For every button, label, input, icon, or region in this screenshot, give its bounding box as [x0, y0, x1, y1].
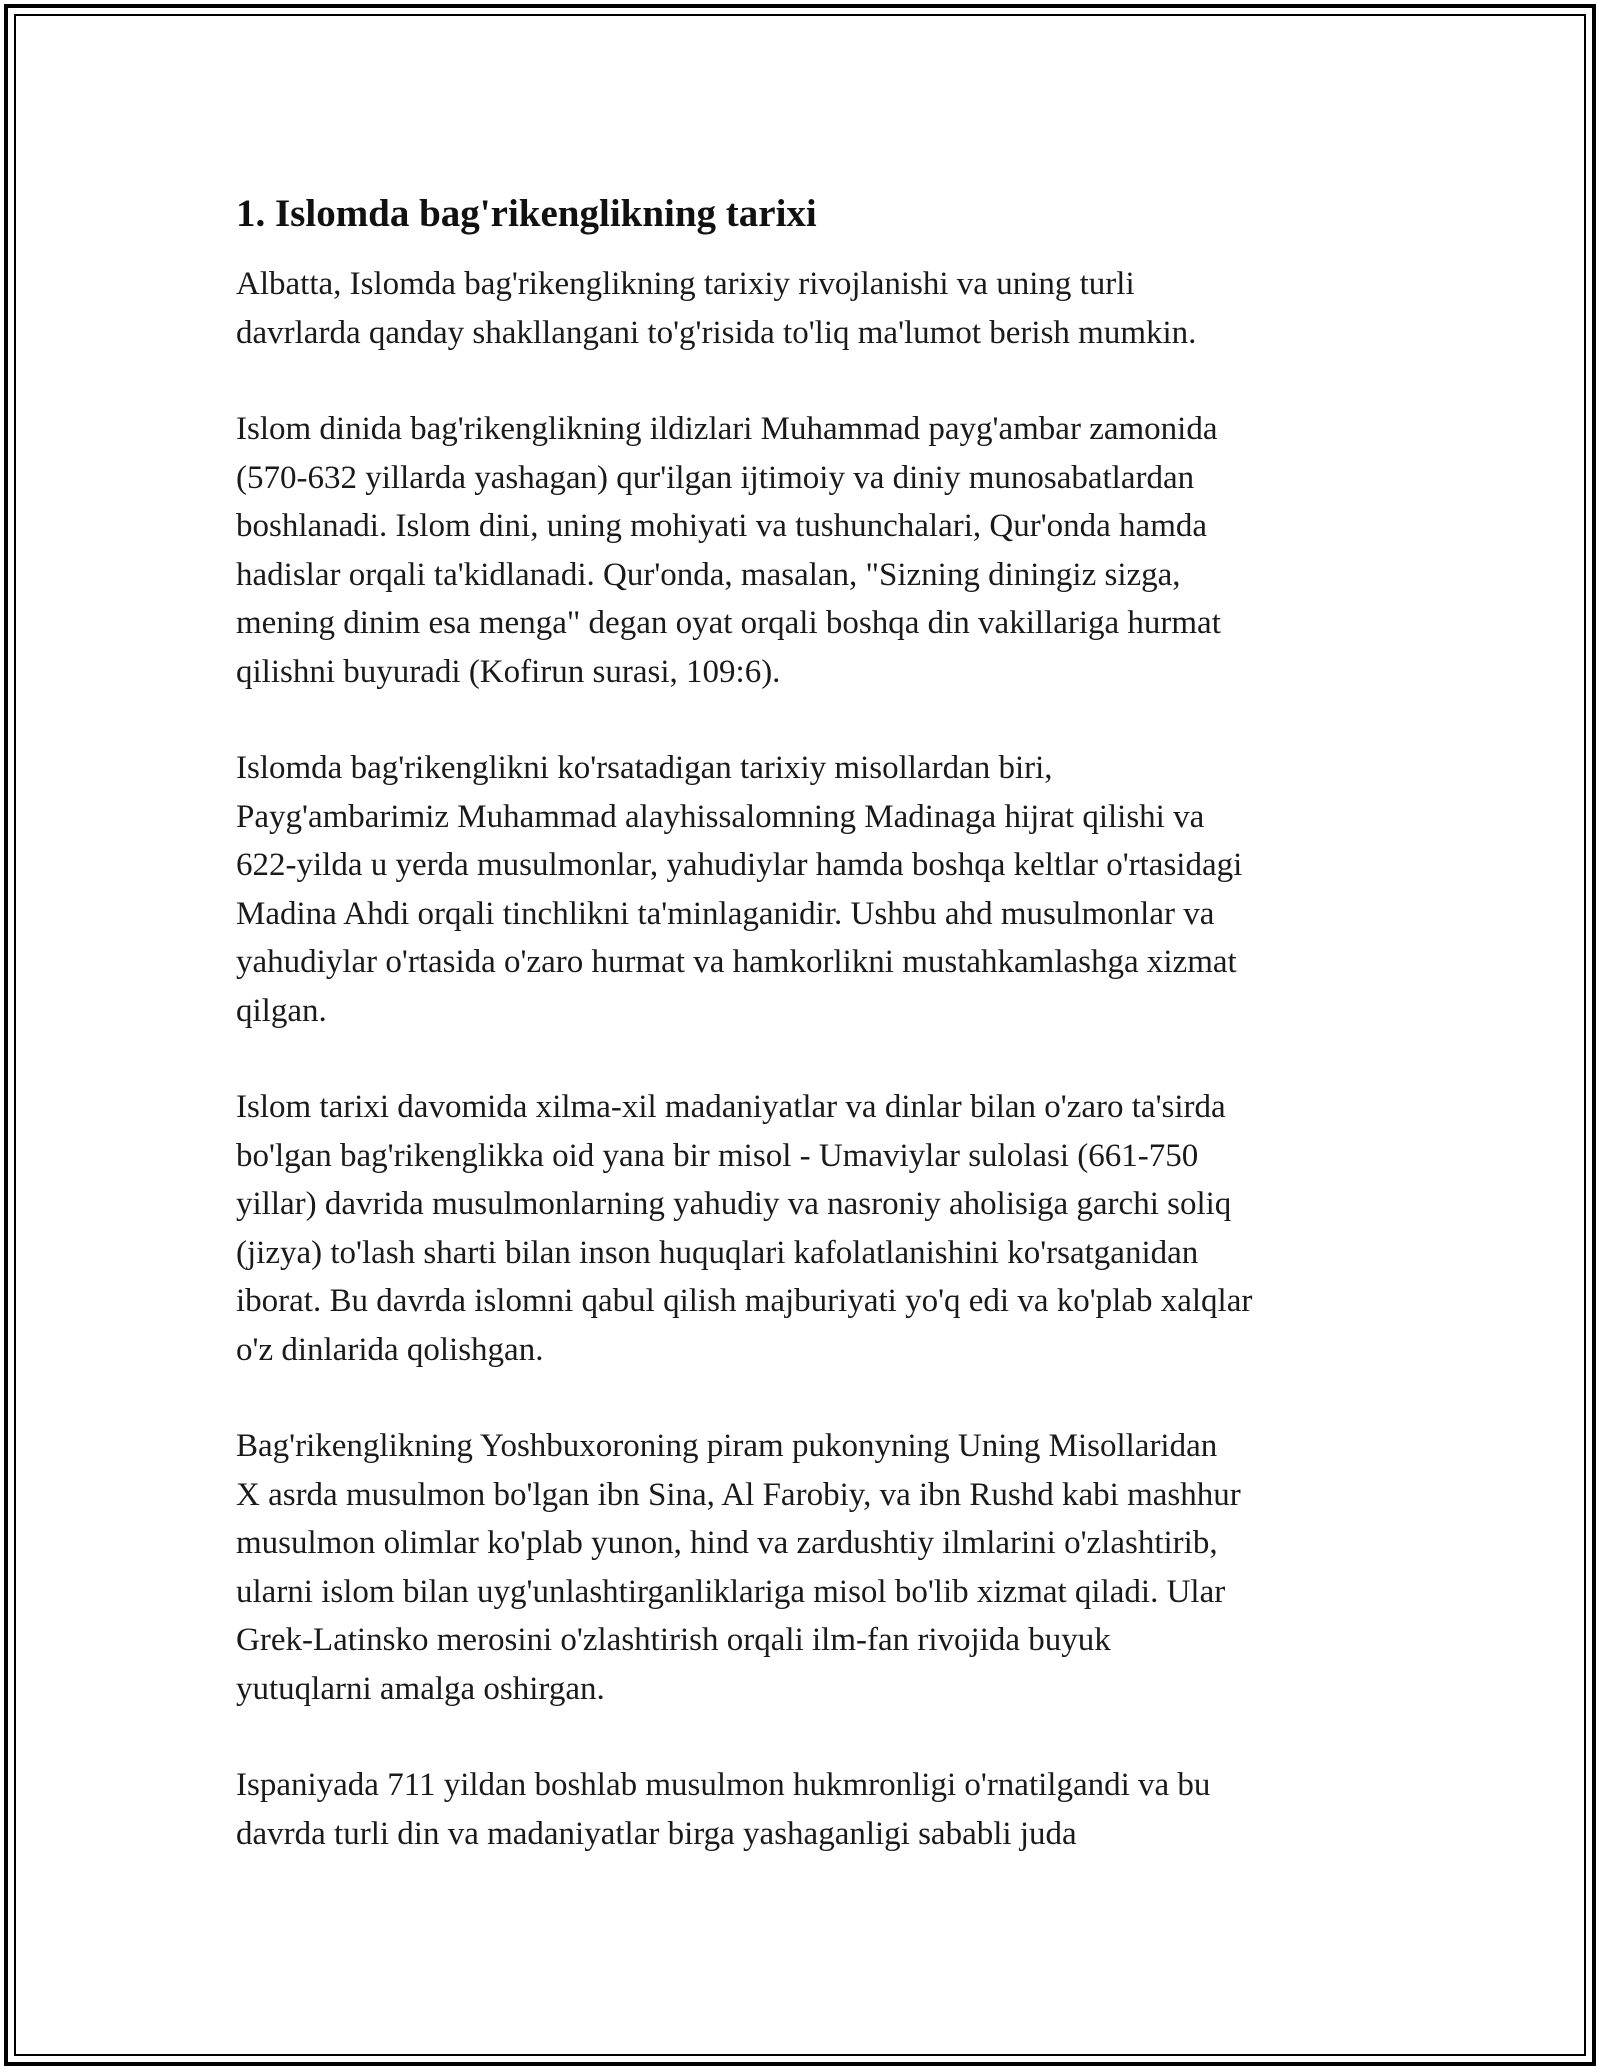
text-line: Payg'ambarimiz Muhammad alayhissalomning Madinaga hijrat qilishi va [236, 798, 1205, 835]
text-line: Ispaniyada 711 yildan boshlab musulmon hukmronligi o'rnatilgandi va bu [236, 1767, 1211, 1803]
text-line: musulmon olimlar ko'plab yunon, hind va zardushtiy ilmlarini o'zlashtirib, [236, 1525, 1218, 1561]
text-line: Islom dinida bag'rikenglikning ildizlari Muhammad payg'ambar zamonida [236, 411, 1218, 447]
section-heading: 1. Islomda bag'rikenglikning tarixi [236, 192, 817, 235]
text-line: Madina Ahdi orqali tinchlikni ta'minlaganidir. Ushbu ahd musulmonlar va [236, 895, 1215, 932]
text-line: yillar) davrida musulmonlarning yahudiy va nasroniy aholisiga garchi soliq [236, 1186, 1232, 1222]
text-line: (570-632 yillarda yashagan) qur'ilgan ijtimoiy va diniy munosabatlardan [236, 459, 1195, 496]
paragraph-3 [236, 744, 1376, 1035]
paragraph-5 [236, 1422, 1376, 1713]
text-line: mening dinim esa menga" degan oyat orqali boshqa din vakillariga hurmat [236, 605, 1221, 641]
text-line: qilgan. [236, 992, 327, 1029]
text-line: hadislar orqali ta'kidlanadi. Qur'onda, masalan, "Sizning diningiz sizga, [236, 556, 1181, 593]
text-line: bo'lgan bag'rikenglikka oid yana bir misol - Umaviylar sulolasi (661-750 [236, 1137, 1199, 1174]
paragraph-4 [236, 1083, 1376, 1374]
document-body [236, 186, 1376, 1906]
text-line: qilishni buyuradi (Kofirun surasi, 109:6). [236, 653, 781, 690]
text-line: davrlarda qanday shakllangani to'g'risida to'liq ma'lumot berish mumkin. [236, 314, 1197, 351]
text-line: iborat. Bu davrda islomni qabul qilish majburiyati yo'q edi va ko'plab xalqlar [236, 1283, 1253, 1319]
paragraph-6 [236, 1761, 1376, 1858]
text-line: Grek-Latinsko merosini o'zlashtirish orqali ilm-fan rivojida buyuk [236, 1622, 1111, 1658]
text-line: Islom tarixi davomida xilma-xil madaniyatlar va dinlar bilan o'zaro ta'sirda [236, 1089, 1226, 1125]
text-line: yutuqlarni amalga oshirgan. [236, 1670, 605, 1707]
text-line: X asrda musulmon bo'lgan ibn Sina, Al Farobiy, va ibn Rushd kabi mashhur [236, 1476, 1241, 1513]
text-line: ularni islom bilan uyg'unlashtirganliklariga misol bo'lib xizmat qiladi. Ular [236, 1573, 1226, 1610]
text-line: Albatta, Islomda bag'rikenglikning tarixiy rivojlanishi va uning turli [236, 266, 1135, 302]
text-line: boshlanadi. Islom dini, uning mohiyati va tushunchalari, Qur'onda hamda [236, 508, 1208, 544]
text-line: Bag'rikenglikning Yoshbuxoroning piram pukonyning Uning Misollaridan [236, 1428, 1218, 1464]
paragraph-1 [236, 260, 1376, 357]
text-line: yahudiylar o'rtasida o'zaro hurmat va hamkorlikni mustahkamlashga xizmat [236, 944, 1237, 980]
text-line: o'z dinlarida qolishgan. [236, 1331, 544, 1368]
text-line: davrda turli din va madaniyatlar birga yashaganligi sababli juda [236, 1815, 1077, 1852]
text-line: Islomda bag'rikenglikni ko'rsatadigan tarixiy misollardan biri, [236, 750, 1053, 786]
paragraph-2 [236, 405, 1376, 696]
text-line: (jizya) to'lash sharti bilan inson huquqlari kafolatlanishini ko'rsatganidan [236, 1234, 1199, 1271]
text-line: 622-yilda u yerda musulmonlar, yahudiylar hamda boshqa keltlar o'rtasidagi [236, 847, 1243, 883]
